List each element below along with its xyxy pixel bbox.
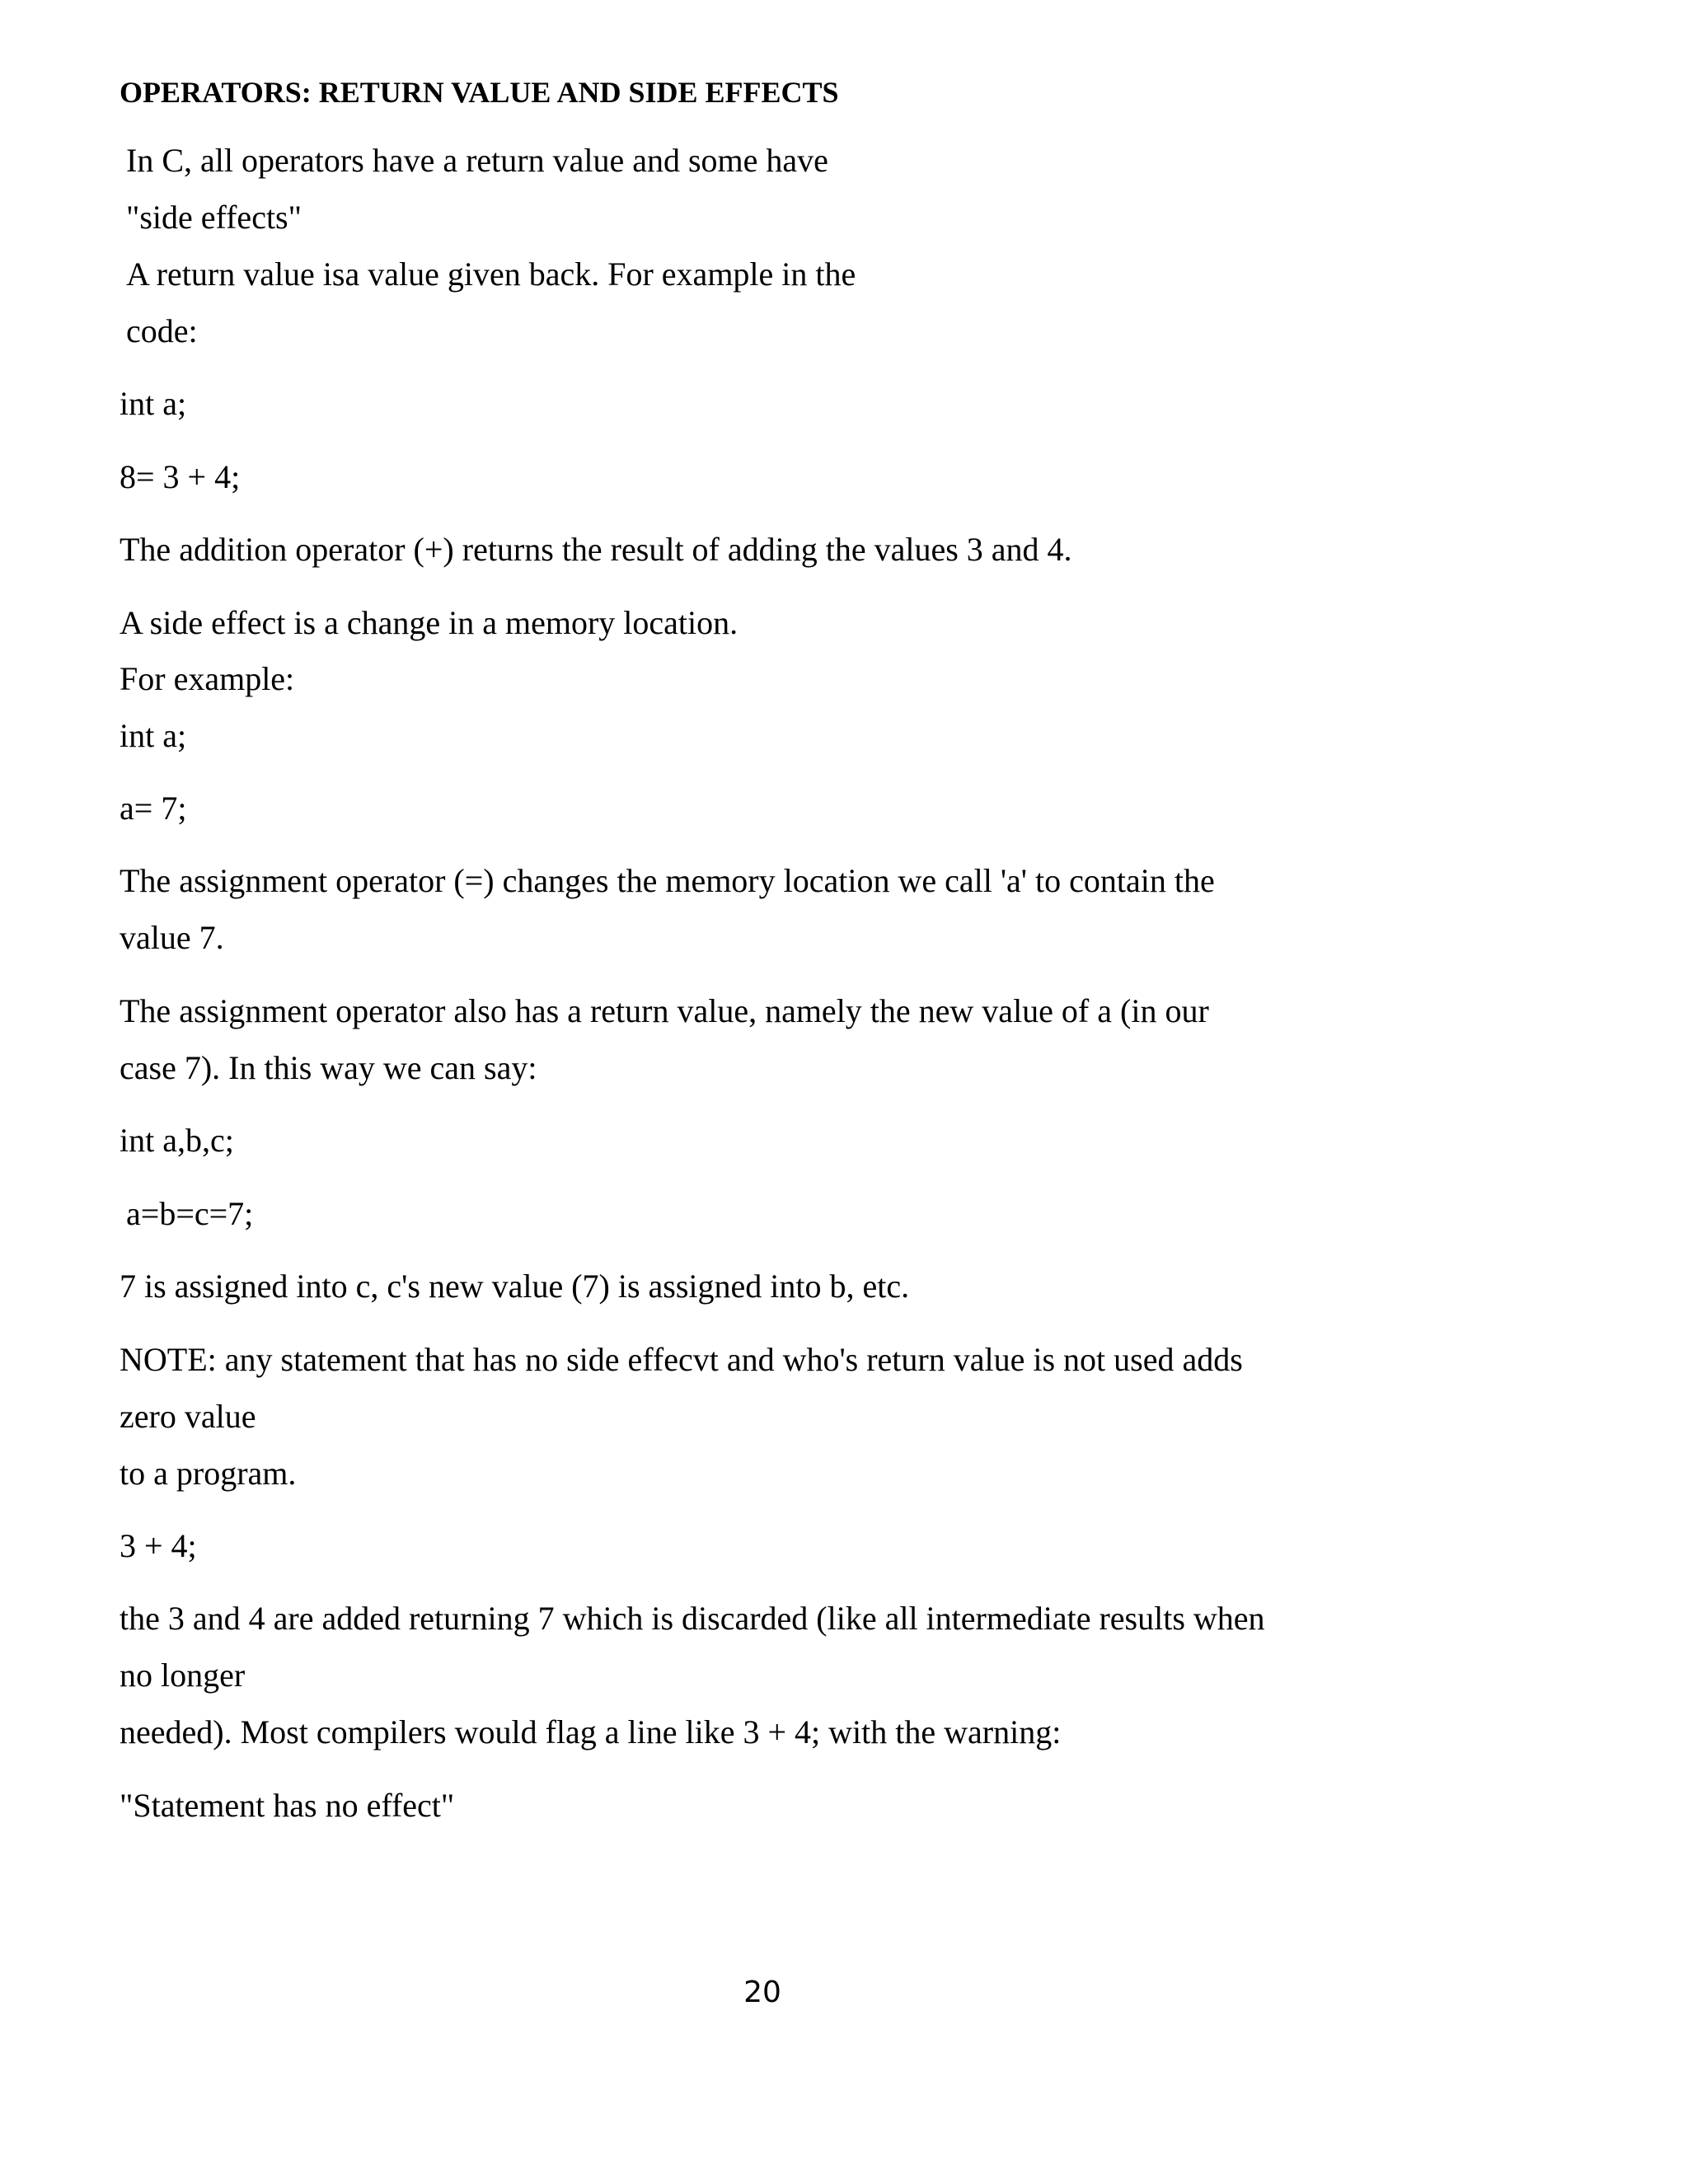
paragraph-line: needed). Most compilers would flag a line like 3 + 4; with the warning: bbox=[120, 1713, 1062, 1750]
paragraph-line: For example: bbox=[120, 660, 295, 697]
paragraph-line: In C, all operators have a return value and some have bbox=[126, 142, 828, 179]
code-line: 8= 3 + 4; bbox=[120, 458, 241, 495]
paragraph-line: The addition operator (+) returns the result of adding the values 3 and 4. bbox=[120, 531, 1072, 568]
paragraph-line: "side effects" bbox=[126, 199, 302, 236]
paragraph-line: the 3 and 4 are added returning 7 which is discarded (like all intermediate results when bbox=[120, 1600, 1265, 1637]
code-line: a=b=c=7; bbox=[126, 1195, 254, 1232]
paragraph-line: The assignment operator (=) changes the memory location we call 'a' to contain the bbox=[120, 862, 1215, 899]
paragraph-line: value 7. bbox=[120, 919, 224, 956]
code-line: int a; bbox=[120, 385, 187, 422]
paragraph-line: case 7). In this way we can say: bbox=[120, 1049, 537, 1086]
paragraph-line: zero value bbox=[120, 1398, 256, 1435]
paragraph-line: to a program. bbox=[120, 1455, 297, 1492]
code-line: a= 7; bbox=[120, 790, 187, 827]
paragraph-line: code: bbox=[126, 312, 198, 349]
page-number: 20 bbox=[743, 1975, 781, 2009]
code-line: 3 + 4; bbox=[120, 1527, 197, 1564]
section-heading: OPERATORS: RETURN VALUE AND SIDE EFFECTS bbox=[120, 76, 839, 109]
code-line: int a; bbox=[120, 717, 187, 754]
paragraph-line: A return value isa value given back. For example in the bbox=[126, 255, 856, 293]
code-line: int a,b,c; bbox=[120, 1122, 234, 1159]
paragraph-line: A side effect is a change in a memory location. bbox=[120, 604, 738, 641]
paragraph-line: The assignment operator also has a return value, namely the new value of a (in our bbox=[120, 992, 1209, 1029]
paragraph-line: 7 is assigned into c, c's new value (7) is assigned into b, etc. bbox=[120, 1268, 910, 1305]
paragraph-line: no longer bbox=[120, 1657, 246, 1694]
quoted-warning: "Statement has no effect" bbox=[120, 1787, 455, 1824]
paragraph-line: NOTE: any statement that has no side effecvt and who's return value is not used adds bbox=[120, 1341, 1243, 1378]
